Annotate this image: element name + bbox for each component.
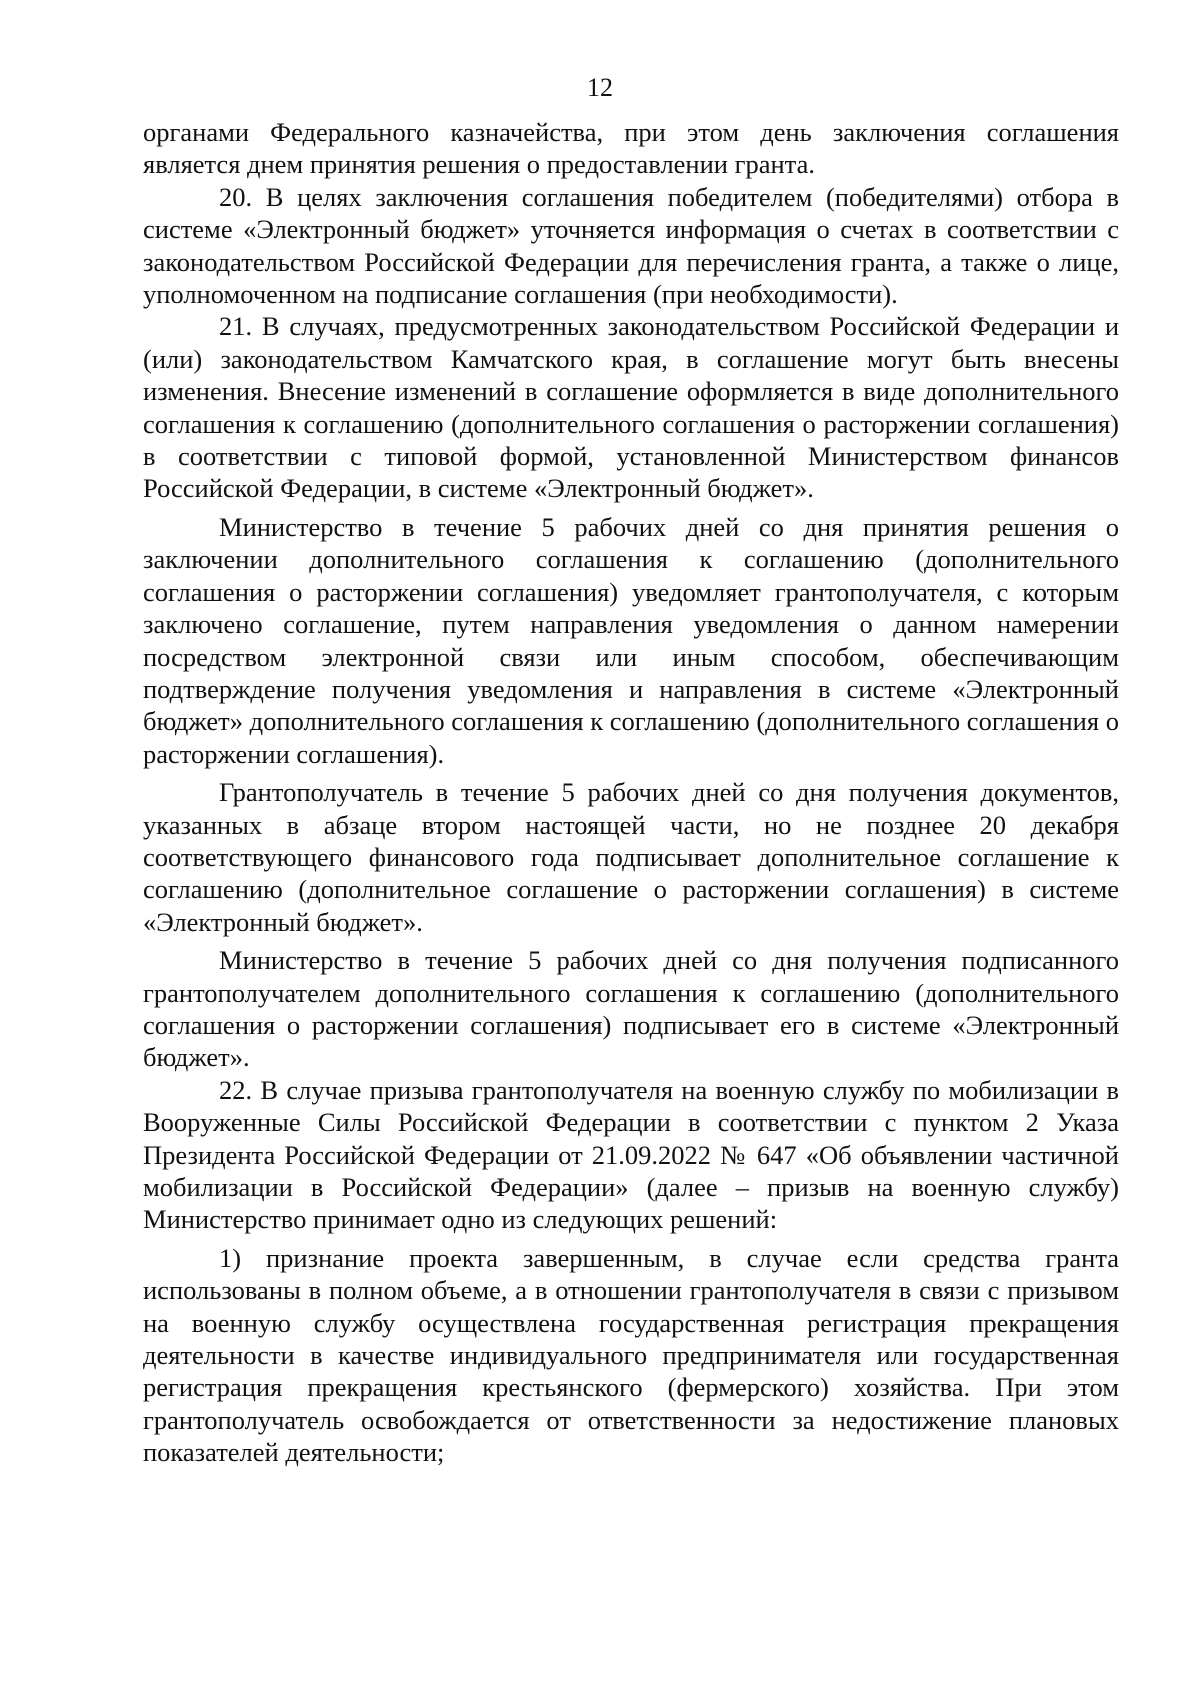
paragraph-item-21: 21. В случаях, предусмотренных законодательством Российской Федерации и (или) законодательством Камчатского края, в соглашение могут быть внесены изменения. Внесение изменений в соглашение оформляется в виде дополнительного соглашения к соглашению (дополнительного соглашения о расторжении соглашения) в соответствии с типовой формой, установленной Министерством финансов Российской Федерации, в системе «Электронный бюджет».	[143, 311, 1119, 504]
paragraph-item-22: 22. В случае призыва грантополучателя на военную службу по мобилизации в Вооруженные Силы Российской Федерации в соответствии с пунктом 2 Указа Президента Российской Федерации от 21.09.2022 № 647 «Об объявлении частичной мобилизации в Российской Федерации» (далее – призыв на военную службу) Министерство принимает одно из следующих решений:	[143, 1074, 1119, 1235]
paragraph-item-20: 20. В целях заключения соглашения победителем (победителями) отбора в системе «Электронный бюджет» уточняется информация о счетах в соответствии с законодательством Российской Федерации для перечисления гранта, а также о лице, уполномоченном на подписание соглашения (при необходимости).	[143, 181, 1119, 310]
document-body	[143, 116, 1119, 1469]
paragraph-subitem-1: 1) признание проекта завершенным, в случае если средства гранта использованы в полном объеме, а в отношении грантополучателя в связи с призывом на военную службу осуществлена государственная регистрация прекращения деятельности в качестве индивидуального предпринимателя или государственная регистрация прекращения крестьянского (фермерского) хозяйства. При этом грантополучатель освобождается от ответственности за недостижение плановых показателей деятельности;	[143, 1242, 1119, 1468]
paragraph-grantee-signing: Грантополучатель в течение 5 рабочих дней со дня получения документов, указанных в абзаце втором настоящей части, но не позднее 20 декабря соответствующего финансового года подписывает дополнительное соглашение к соглашению (дополнительное соглашение о расторжении соглашения) в системе «Электронный бюджет».	[143, 777, 1119, 937]
paragraph-ministry-notice: Министерство в течение 5 рабочих дней со дня принятия решения о заключении дополнительного соглашения к соглашению (дополнительного соглашения о расторжении соглашения) уведомляет грантополучателя, с которым заключено соглашение, путем направления уведомления о данном намерении посредством электронной связи или иным способом, обеспечивающим подтверждение получения уведомления и направления в системе «Электронный бюджет» дополнительного соглашения к соглашению (дополнительного соглашения о расторжении соглашения).	[143, 511, 1119, 769]
paragraph-ministry-signing: Министерство в течение 5 рабочих дней со дня получения подписанного грантополучателем дополнительного соглашения к соглашению (дополнительного соглашения о расторжении соглашения) подписывает его в системе «Электронный бюджет».	[143, 945, 1119, 1073]
paragraph-continuation: органами Федерального казначейства, при этом день заключения соглашения является днем принятия решения о предоставлении гранта.	[143, 117, 1119, 180]
page-number: 12	[587, 73, 613, 102]
